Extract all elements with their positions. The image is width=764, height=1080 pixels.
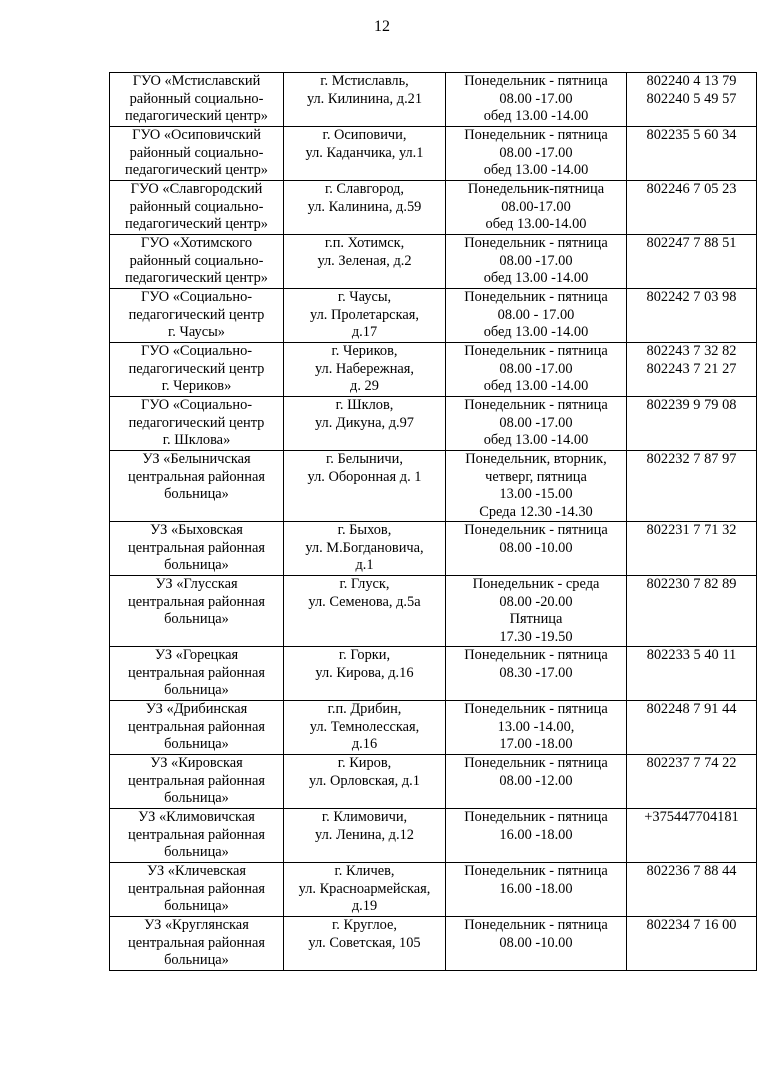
organization-cell [110, 289, 284, 343]
phone-cell [627, 181, 757, 235]
phone-cell [627, 755, 757, 809]
hours-cell [446, 576, 627, 647]
organization-cell [110, 451, 284, 522]
organization-line: центральная районная [128, 664, 265, 681]
address-line: ул. Ленина, д.12 [315, 826, 414, 843]
phone-cell [627, 343, 757, 397]
phone-line: 802234 7 16 00 [646, 917, 737, 933]
organization-line: больница» [164, 486, 229, 502]
hours-line: 16.00 -18.00 [499, 826, 573, 843]
hours-line: Понедельник - пятница [464, 289, 608, 305]
organization-line: центральная районная [128, 539, 265, 556]
organization-line: центральная районная [128, 826, 265, 843]
organization-cell [110, 343, 284, 397]
address-line: г. Чериков, [331, 343, 398, 359]
organization-cell [110, 863, 284, 917]
hours-line: 13.00 -14.00, [497, 718, 575, 735]
address-line: ул. Кирова, д.16 [315, 664, 414, 681]
organization-line: УЗ «Дрибинская [145, 701, 248, 717]
organization-line: УЗ «Горецкая [154, 647, 239, 663]
phone-cell [627, 451, 757, 522]
phone-cell [627, 289, 757, 343]
address-line: д.17 [351, 324, 378, 340]
hours-cell [446, 522, 627, 576]
phone-line: 802237 7 74 22 [646, 755, 737, 771]
phone-line: 802248 7 91 44 [646, 701, 737, 717]
organization-line: УЗ «Климовичская [138, 809, 255, 825]
hours-line: 08.00 -17.00 [499, 144, 573, 161]
address-cell [284, 863, 446, 917]
phone-line: 802230 7 82 89 [646, 576, 737, 592]
table-row [110, 576, 757, 647]
organization-cell [110, 73, 284, 127]
organization-cell [110, 809, 284, 863]
hours-cell [446, 181, 627, 235]
phone-cell [627, 522, 757, 576]
organization-line: УЗ «Кировская [150, 755, 243, 771]
organization-line: УЗ «Круглянская [144, 917, 249, 933]
table-row [110, 451, 757, 522]
address-cell [284, 343, 446, 397]
hours-cell [446, 127, 627, 181]
address-cell [284, 917, 446, 971]
organization-cell [110, 576, 284, 647]
organization-line: районный социально- [129, 90, 264, 107]
table-row [110, 127, 757, 181]
address-line: г. Белыничи, [326, 451, 403, 467]
hours-line: обед 13.00 -14.00 [483, 432, 589, 448]
address-line: г.п. Дрибин, [327, 701, 402, 717]
organization-line: г. Чаусы» [168, 324, 225, 340]
phone-line: 802240 5 49 57 [646, 90, 737, 107]
organization-line: ГУО «Социально- [140, 289, 253, 305]
phone-cell [627, 397, 757, 451]
table-row [110, 809, 757, 863]
address-line: г. Киров, [337, 755, 392, 771]
hours-cell [446, 235, 627, 289]
organization-line: педагогический центр [128, 306, 265, 323]
table-row [110, 289, 757, 343]
address-line: ул. Орловская, д.1 [309, 772, 420, 789]
organization-line: центральная районная [128, 593, 265, 610]
organization-line: педагогический центр» [125, 270, 268, 286]
hours-line: Понедельник - пятница [464, 647, 608, 663]
organization-line: больница» [164, 682, 229, 698]
address-line: г. Мстиславль, [320, 73, 409, 89]
organization-line: центральная районная [128, 880, 265, 897]
table-row [110, 73, 757, 127]
address-cell [284, 809, 446, 863]
address-cell [284, 701, 446, 755]
organization-cell [110, 647, 284, 701]
hours-line: 08.00 -10.00 [499, 934, 573, 951]
organization-cell [110, 701, 284, 755]
hours-line: Понедельник - пятница [464, 235, 608, 251]
organization-line: педагогический центр» [125, 108, 268, 124]
organization-line: УЗ «Белыничская [142, 451, 251, 467]
table-row [110, 522, 757, 576]
organization-line: г. Шклова» [162, 432, 231, 448]
organization-line: г. Чериков» [161, 378, 232, 394]
address-line: ул. Зеленая, д.2 [317, 252, 412, 269]
table-row [110, 235, 757, 289]
hours-line: Понедельник - пятница [464, 809, 608, 825]
hours-line: 08.00 -17.00 [499, 414, 573, 431]
organization-line: районный социально- [129, 144, 264, 161]
organization-cell [110, 127, 284, 181]
address-cell [284, 181, 446, 235]
address-cell [284, 289, 446, 343]
address-line: г. Быхов, [337, 522, 392, 538]
organization-line: центральная районная [128, 468, 265, 485]
organization-cell [110, 917, 284, 971]
table-row [110, 343, 757, 397]
address-cell [284, 73, 446, 127]
organization-line: педагогический центр» [125, 162, 268, 178]
organization-line: ГУО «Социально- [140, 397, 253, 413]
address-cell [284, 127, 446, 181]
hours-line: 08.00 -10.00 [499, 539, 573, 556]
hours-line: обед 13.00 -14.00 [483, 270, 589, 286]
address-line: г. Шклов, [335, 397, 394, 413]
hours-line: Понедельник - пятница [464, 343, 608, 359]
phone-line: 802239 9 79 08 [646, 397, 737, 413]
organization-line: УЗ «Быховская [150, 522, 243, 538]
hours-cell [446, 701, 627, 755]
table-row [110, 701, 757, 755]
hours-line: обед 13.00-14.00 [485, 216, 587, 232]
hours-line: 17.00 -18.00 [499, 736, 573, 752]
organization-cell [110, 522, 284, 576]
phone-cell [627, 235, 757, 289]
organization-line: больница» [164, 952, 229, 968]
phone-line: 802236 7 88 44 [646, 863, 737, 879]
organization-line: центральная районная [128, 772, 265, 789]
hours-cell [446, 755, 627, 809]
address-line: ул. Калинина, д.59 [307, 198, 422, 215]
hours-line: обед 13.00 -14.00 [483, 378, 589, 394]
address-line: ул. Семенова, д.5а [308, 593, 421, 610]
hours-cell [446, 343, 627, 397]
organization-line: больница» [164, 790, 229, 806]
hours-cell [446, 451, 627, 522]
organization-line: больница» [164, 844, 229, 860]
phone-line: 802235 5 60 34 [646, 127, 737, 143]
hours-line: обед 13.00 -14.00 [483, 108, 589, 124]
hours-line: Понедельник - пятница [464, 755, 608, 771]
hours-cell [446, 863, 627, 917]
table-row [110, 863, 757, 917]
phone-line: 802240 4 13 79 [646, 73, 737, 89]
hours-line: Понедельник - пятница [464, 701, 608, 717]
organization-line: больница» [164, 557, 229, 573]
hours-line: 08.00 -17.00 [499, 360, 573, 377]
organization-line: педагогический центр [128, 360, 265, 377]
table-row [110, 181, 757, 235]
address-line: д.16 [351, 736, 378, 752]
address-line: г. Климовичи, [321, 809, 408, 825]
hours-line: обед 13.00 -14.00 [483, 324, 589, 340]
address-line: г. Горки, [338, 647, 391, 663]
hours-line: Понедельник - пятница [464, 73, 608, 89]
address-line: ул. Оборонная д. 1 [307, 468, 422, 485]
address-cell [284, 235, 446, 289]
organization-cell [110, 181, 284, 235]
address-line: г. Глуск, [339, 576, 390, 592]
address-line: г.п. Хотимск, [324, 235, 405, 251]
organization-line: больница» [164, 898, 229, 914]
hours-cell [446, 809, 627, 863]
hours-line: обед 13.00 -14.00 [483, 162, 589, 178]
address-line: ул. Набережная, [314, 360, 415, 377]
contacts-table [109, 72, 757, 971]
phone-line: 802232 7 87 97 [646, 451, 737, 467]
hours-cell [446, 73, 627, 127]
hours-cell [446, 397, 627, 451]
hours-line: Понедельник - пятница [464, 397, 608, 413]
organization-line: педагогический центр [128, 414, 265, 431]
organization-line: районный социально- [129, 252, 264, 269]
address-cell [284, 576, 446, 647]
address-line: ул. Красноармейская, [298, 880, 431, 897]
hours-line: 17.30 -19.50 [499, 628, 573, 645]
organization-line: районный социально- [129, 198, 264, 215]
phone-line: 802243 7 32 82 [646, 343, 737, 359]
address-line: д.1 [355, 557, 374, 573]
organization-line: больница» [164, 611, 229, 627]
table-row [110, 397, 757, 451]
address-line: г. Осиповичи, [322, 127, 407, 143]
organization-line: ГУО «Мстиславский [132, 73, 261, 89]
organization-cell [110, 397, 284, 451]
address-line: ул. Темнолесская, [309, 718, 420, 735]
organization-cell [110, 755, 284, 809]
hours-line: 08.00 -17.00 [499, 252, 573, 269]
hours-line: 08.00 -12.00 [499, 772, 573, 789]
address-line: г. Славгород, [324, 181, 405, 197]
address-cell [284, 647, 446, 701]
organization-cell [110, 235, 284, 289]
hours-line: 13.00 -15.00 [499, 486, 573, 502]
phone-cell [627, 863, 757, 917]
hours-line: 08.00 - 17.00 [497, 306, 575, 323]
organization-line: ГУО «Осиповичский [132, 127, 261, 143]
hours-line: 08.00 -17.00 [499, 90, 573, 107]
address-cell [284, 397, 446, 451]
hours-line: Понедельник, вторник, [465, 451, 607, 467]
address-line: ул. М.Богдановича, [305, 539, 424, 556]
hours-cell [446, 289, 627, 343]
hours-line: Пятница [509, 611, 563, 627]
hours-line: 08.00 -20.00 [499, 593, 573, 610]
hours-line: Понедельник - пятница [464, 917, 608, 933]
organization-line: педагогический центр» [125, 216, 268, 232]
organization-line: центральная районная [128, 934, 265, 951]
address-cell [284, 451, 446, 522]
table-row [110, 647, 757, 701]
address-cell [284, 755, 446, 809]
address-line: г. Чаусы, [337, 289, 392, 305]
table-row [110, 755, 757, 809]
address-line: ул. Дикуна, д.97 [314, 414, 415, 431]
contacts-table-body [110, 73, 757, 971]
address-cell [284, 522, 446, 576]
phone-cell [627, 73, 757, 127]
address-line: г. Кличев, [334, 863, 395, 879]
address-line: ул. Каданчика, ул.1 [305, 144, 424, 161]
hours-cell [446, 647, 627, 701]
phone-line: 802243 7 21 27 [646, 360, 737, 377]
phone-cell [627, 917, 757, 971]
phone-line: 802247 7 88 51 [646, 235, 737, 251]
organization-line: УЗ «Кличевская [147, 863, 246, 879]
address-line: д. 29 [350, 378, 379, 394]
hours-line: Понедельник - среда [472, 576, 600, 592]
hours-line: Среда 12.30 -14.30 [479, 503, 593, 520]
page-number: 12 [374, 18, 390, 35]
address-line: ул. Пролетарская, [310, 306, 419, 323]
hours-line: Понедельник-пятница [467, 181, 605, 197]
phone-line: 802231 7 71 32 [646, 522, 737, 538]
phone-cell [627, 701, 757, 755]
phone-line: 802242 7 03 98 [646, 289, 737, 305]
hours-line: Понедельник - пятница [464, 522, 608, 538]
organization-line: ГУО «Хотимского [140, 235, 253, 251]
phone-cell [627, 127, 757, 181]
organization-line: ГУО «Славгородский [130, 181, 263, 197]
hours-line: 16.00 -18.00 [499, 880, 573, 897]
organization-line: УЗ «Глусская [155, 576, 238, 592]
organization-line: больница» [164, 736, 229, 752]
hours-line: 08.30 -17.00 [499, 664, 573, 681]
address-line: ул. Килинина, д.21 [306, 90, 423, 107]
hours-line: Понедельник - пятница [464, 863, 608, 879]
phone-line: 802233 5 40 11 [646, 647, 737, 663]
hours-line: 08.00-17.00 [501, 198, 571, 215]
address-line: ул. Советская, 105 [308, 934, 421, 951]
phone-line: +375447704181 [644, 809, 739, 825]
address-line: д.19 [351, 898, 378, 914]
organization-line: ГУО «Социально- [140, 343, 253, 359]
address-line: г. Круглое, [332, 917, 397, 933]
table-row [110, 917, 757, 971]
hours-cell [446, 917, 627, 971]
organization-line: центральная районная [128, 718, 265, 735]
phone-cell [627, 809, 757, 863]
phone-cell [627, 576, 757, 647]
phone-line: 802246 7 05 23 [646, 181, 737, 197]
phone-cell [627, 647, 757, 701]
hours-line: Понедельник - пятница [464, 127, 608, 143]
hours-line: четверг, пятница [485, 468, 587, 485]
